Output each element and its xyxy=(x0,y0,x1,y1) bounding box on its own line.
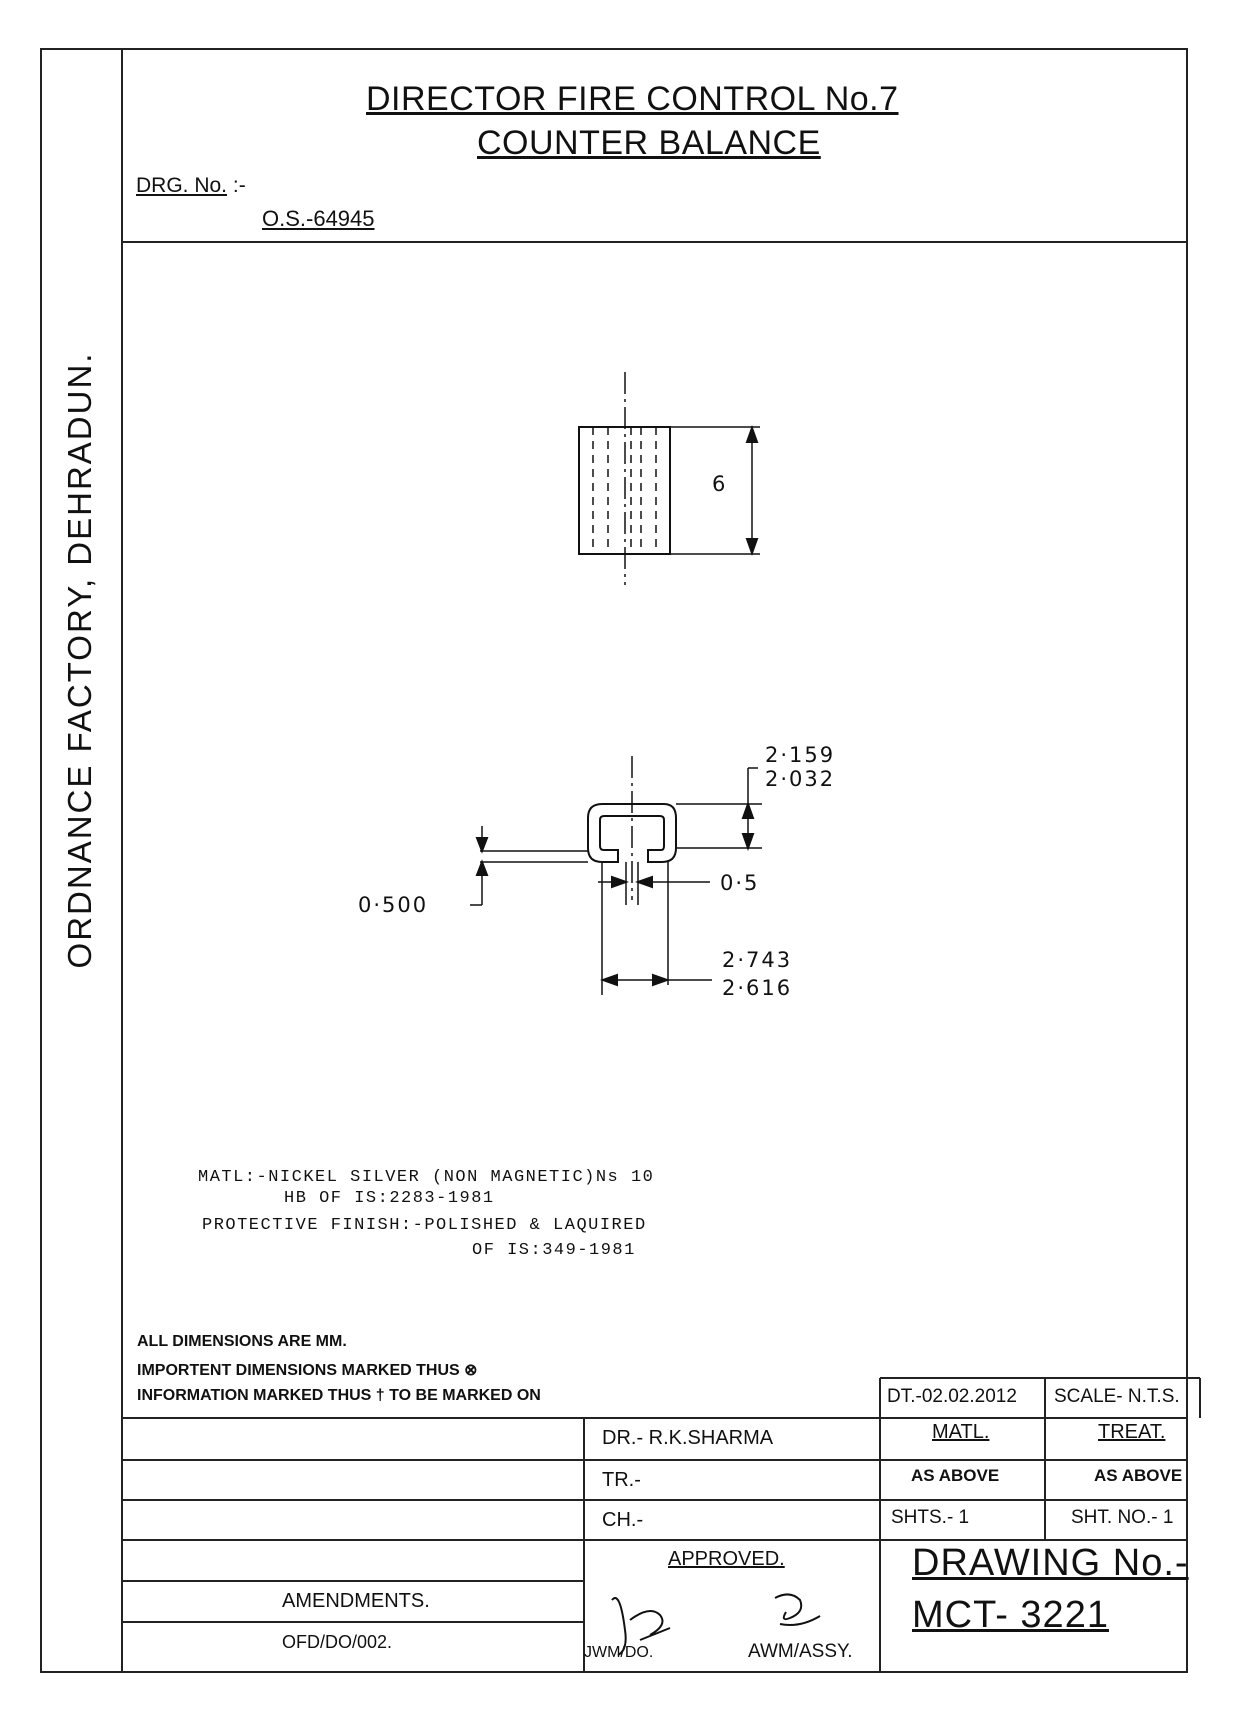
tb-drawing-no-value: MCT- 3221 xyxy=(912,1594,1109,1636)
material-note-2: HB OF IS:2283-1981 xyxy=(284,1189,495,1208)
dim-outer-height-min: 2·032 xyxy=(765,767,836,791)
tb-date: DT.-02.02.2012 xyxy=(887,1386,1017,1407)
dim-outer-height-max: 2·159 xyxy=(765,743,836,767)
tb-form-code: OFD/DO/002. xyxy=(282,1632,393,1652)
tb-checked: CH.- xyxy=(602,1509,644,1531)
title-line-1: DIRECTOR FIRE CONTROL No.7 xyxy=(366,80,899,118)
title-line-2: COUNTER BALANCE xyxy=(477,124,821,162)
tb-traced: TR.- xyxy=(602,1469,641,1491)
tb-drawn: DR.- R.K.SHARMA xyxy=(602,1427,774,1449)
tb-treat-value: AS ABOVE xyxy=(1094,1466,1183,1485)
tb-treat-label: TREAT. xyxy=(1098,1421,1166,1443)
drg-no-label-text: DRG. No. xyxy=(136,174,228,197)
tb-scale: SCALE- N.T.S. xyxy=(1054,1386,1180,1407)
dim-slot-offset: 0·500 xyxy=(358,893,429,917)
tb-sign-1: JWM/DO. xyxy=(584,1644,654,1661)
material-note-3: PROTECTIVE FINISH:-POLISHED & LAQUIRED xyxy=(202,1216,647,1235)
dim-width-min: 2·616 xyxy=(722,976,793,1000)
tb-amendments: AMENDMENTS. xyxy=(282,1590,430,1612)
dim-height: 6 xyxy=(712,472,728,496)
general-note-3: INFORMATION MARKED THUS † TO BE MARKED ON xyxy=(137,1387,541,1404)
material-note-1: MATL:-NICKEL SILVER (NON MAGNETIC)Ns 10 xyxy=(198,1168,655,1187)
tb-matl-value: AS ABOVE xyxy=(911,1466,1000,1485)
tb-drawing-no-label: DRAWING No.- xyxy=(912,1542,1189,1584)
tb-sign-2: AWM/ASSY. xyxy=(748,1641,853,1662)
general-note-1: ALL DIMENSIONS ARE MM. xyxy=(137,1333,347,1350)
tb-approved: APPROVED. xyxy=(668,1548,785,1570)
tb-sheets: SHTS.- 1 xyxy=(891,1507,970,1528)
dim-width-max: 2·743 xyxy=(722,948,793,972)
dim-slot-width: 0·5 xyxy=(720,871,760,895)
tb-sheet-no: SHT. NO.- 1 xyxy=(1071,1507,1174,1528)
material-note-4: OF IS:349-1981 xyxy=(472,1241,636,1260)
drg-no-separator: :- xyxy=(232,174,246,197)
tb-matl-label: MATL. xyxy=(932,1421,990,1443)
side-factory-name: ORDNANCE FACTORY, DEHRADUN. xyxy=(61,351,98,969)
general-note-2: IMPORTENT DIMENSIONS MARKED THUS ⊗ xyxy=(137,1362,478,1379)
drg-no-value: O.S.-64945 xyxy=(262,206,375,231)
